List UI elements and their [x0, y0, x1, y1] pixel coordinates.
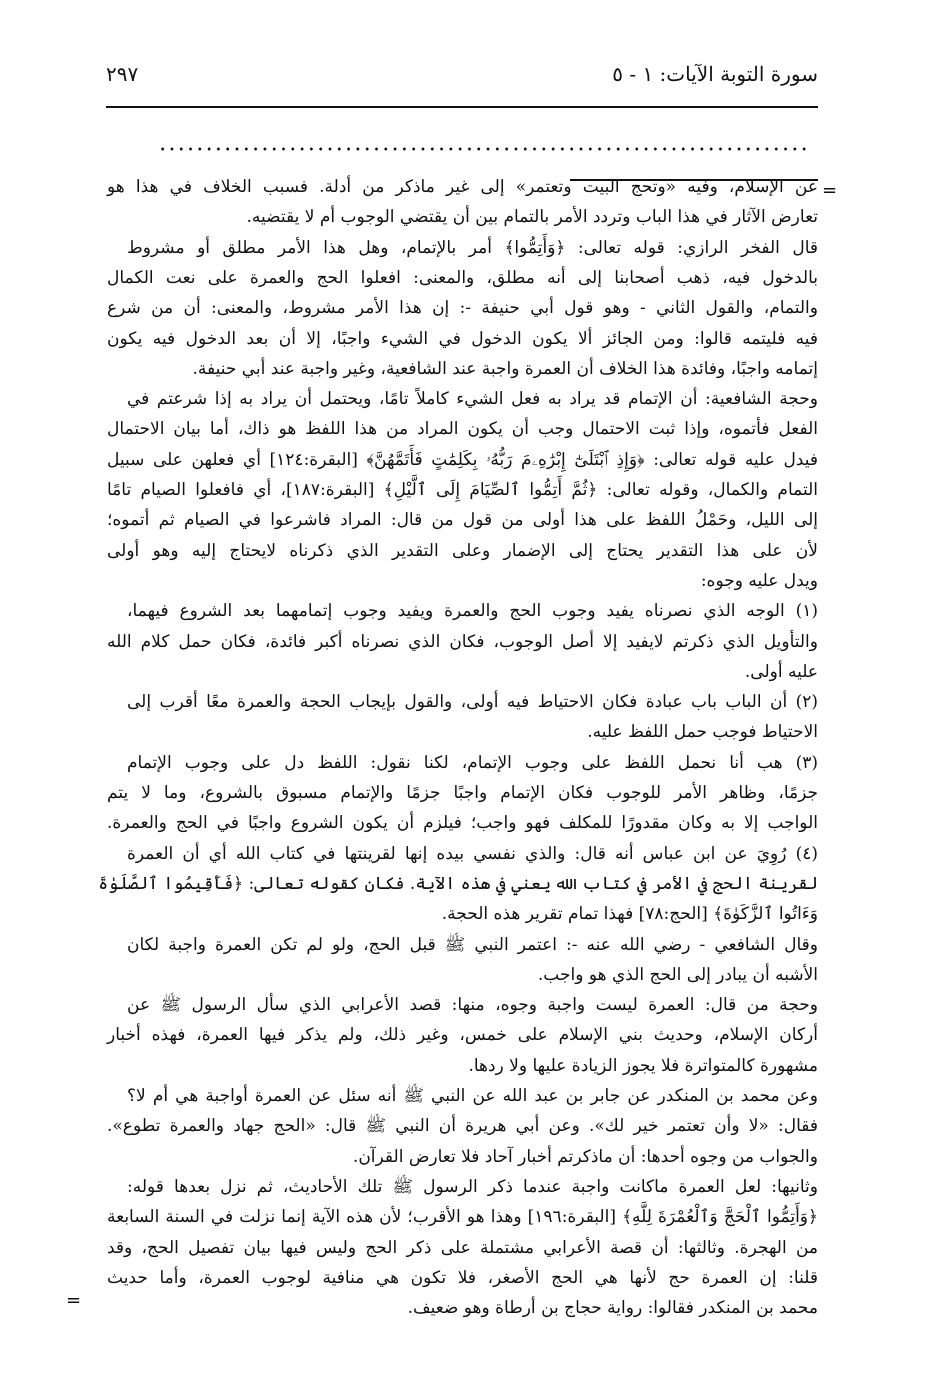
text-line: ويدل عليه وجوه:	[700, 570, 818, 591]
text-line: عن الإسلام، وفيه «وتحج البيت وتعتمر» إلى غير ماذكر من أدلة. فسبب الخلاف في هذا هو	[107, 177, 818, 197]
text-line: فيدل عليه قوله تعالى: ﴿وَإِذِ ٱبْتَلَىٰٓ إِبْرَٰهِۦمَ رَبُّهُۥ بِكَلِمَٰتٍ فَأَتَمَّهُنَّ﴾ [البقرة:١٢٤] أي فعلهن على سبيل	[107, 449, 818, 470]
text-line: الاحتياط فوجب حمل اللفظ عليه.	[587, 722, 818, 743]
text-line: وحجة من قال: العمرة ليست واجبة وجوه، منها: قصد الأعرابي الذي سأل الرسول ﷺ عن	[127, 995, 818, 1016]
text-line: التمام والكمال، وقوله تعالى: ﴿ثُمَّ أَتِمُّوا ٱلصِّيَامَ إِلَى ٱلَّيْلِ﴾ [البقرة:١٨٧]، أي فافعلوا الصيام تامًا	[107, 480, 818, 500]
text-line: الأشبه أن يبادر إلى الحج الذي هو واجب.	[537, 964, 818, 985]
text-line: وقال الشافعي - رضي الله عنه -: اعتمر النبي ﷺ قبل الحج، ولو لم تكن العمرة واجبة لكان	[127, 934, 818, 955]
text-line: مشهورة كالمتواترة فلا يجوز الزيادة عليها ولا ردها.	[468, 1055, 818, 1076]
page-number: ٢٩٧	[106, 62, 139, 86]
text-line: وعن محمد بن المنكدر عن جابر بن عبد الله عن النبي ﷺ أنه سئل عن العمرة أواجبة هي أم لا؟	[127, 1086, 818, 1106]
text-line: قال الفخر الرازي: قوله تعالى: ﴿وَأَتِمُّوا﴾ أمر بالإتمام، وهل هذا الأمر مطلق أو مشروط	[127, 237, 818, 258]
dotted-separator	[158, 146, 810, 152]
text-line: عليه أولى.	[744, 661, 818, 682]
text-line: لقرينة الحج في الأمر في كتاب الله يعني في هذه الآية. فكان كقوله تعالى: ﴿فَأَقِيمُوا ٱلصَّلَوٰةَ	[98, 873, 818, 894]
text-line: والتمام، والقول الثاني - وهو قول أبي حنيفة -: إن هذا الأمر مشروط، والمعنى: أن من شرع	[107, 298, 818, 319]
text-line: فقال: «لا وأن تعتمر خير لك». وعن أبي هريرة أن النبي ﷺ قال: «الحج جهاد والعمرة تطوع».	[107, 1116, 818, 1137]
text-line: (٤) رُوِيَ عن ابن عباس أنه قال: والذي نفسي بيده إنها لقرينتها في كتاب الله أي أن العمرة	[127, 843, 818, 864]
header-rule	[106, 106, 818, 108]
text-line: أركان الإسلام، وحديث بني الإسلام على خمس، وغير ذلك، ولم يذكر فيها العمرة، فهذه أخبار	[107, 1025, 818, 1046]
text-line: (٣) هب أنا نحمل اللفظ على وجوب الإتمام، لكنا نقول: اللفظ دل على وجوب الإتمام	[127, 752, 818, 773]
text-line: والتأويل الذي ذكرتم لايفيد إلا أصل الوجوب، فكان الذي نصرناه أكبر فائدة، فكان حمل كلام الله	[107, 631, 818, 652]
continuation-mark-bottom: =	[66, 1290, 82, 1311]
text-line: ﴿وَأَتِمُّوا ٱلْحَجَّ وَٱلْعُمْرَةَ لِلَّهِ﴾ [البقرة:١٩٦] وهذا هو الأقرب؛ لأن هذه الآية إنما نزلت في السنة السابعة	[107, 1207, 818, 1228]
text-line: إلى الليل، وحَمْلُ اللفظ على هذا أولى من قول من قال: المراد فاشرعوا في الصيام ثم أتموه؛	[107, 510, 818, 531]
text-line: من الهجرة. وثالثها: أن قصة الأعرابي مشتملة على ذكر الحج وليس فيها بيان تفصيل الحج، وقد	[107, 1237, 819, 1258]
text-line: جزمًا، وظاهر الأمر للوجوب فكان الإتمام واجبًا جزمًا والإتمام مسبوق بالشروع، وما لا يتم	[107, 783, 818, 803]
text-line: الفعل فأتموه، وإذا ثبت الاحتمال وجب أن يكون المراد من هذا اللفظ هو ذاك، أما بيان الاحتمال	[107, 419, 818, 440]
text-line: قلنا: إن العمرة حج لأنها هي الحج الأصغر، فلا تكون هي منافية لوجوب العمرة، وأما حديث	[107, 1267, 818, 1288]
text-line: محمد بن المنكدر فقالوا: رواية حجاج بن أرطاة وهو ضعيف.	[407, 1298, 818, 1319]
text-line: وثانيها: لعل العمرة ماكانت واجبة عندما ذكر الرسول ﷺ تلك الأحاديث، ثم نزل بعدها قوله:	[127, 1176, 818, 1197]
continuation-mark-top: =	[822, 180, 838, 201]
text-line: (٢) أن الباب باب عبادة فكان الاحتياط فيه أولى، والقول بإيجاب الحجة والعمرة معًا أقرب إلى	[127, 692, 818, 713]
text-line: تعارض الآثار في هذا الباب وتردد الأمر بالتمام بين أن يقتضي الوجوب أم لا يقتضيه.	[246, 207, 818, 228]
text-line: وحجة الشافعية: أن الإتمام قد يراد به فعل الشيء كاملاً تامًا، ويحتمل أن يراد به إذا شرعتم في	[127, 389, 818, 410]
text-line: إتمامه واجبًا، وفائدة هذا الخلاف أن العمرة واجبة عند الشافعية، وغير واجبة عند أبي حنيفة.	[192, 358, 818, 379]
text-line: فيه فليتمه قالوا: ومن الجائز ألا يكون الدخول في الشيء واجبًا، إلا أن بعد الدخول فيه يكون	[107, 328, 818, 349]
chapter-title: سورة التوبة الآيات: ١ - ٥	[612, 62, 818, 86]
text-line: وَءَاتُوا ٱلزَّكَوٰةَ﴾ [الحج:٧٨] فهذا تمام تقرير هذه الحجة.	[441, 904, 818, 925]
text-line: الواجب إلا به وكان مقدورًا للمكلف فهو واجب؛ فيلزم أن يكون الشروع واجبًا في الحج والعمرة.	[107, 813, 818, 834]
text-line: لأن على هذا التقدير يحتاج إلى الإضمار وعلى التقدير الذي ذكرناه لايحتاج إليه وهو أولى	[107, 540, 818, 561]
text-line: والجواب من وجوه أحدها: أن ماذكرتم أخبار آحاد فلا تعارض القرآن.	[352, 1146, 818, 1167]
text-line: بالدخول فيه، ذهب أصحابنا إلى أنه مطلق، والمعنى: افعلوا الحج والعمرة على نعت الكمال	[107, 267, 818, 288]
text-line: (١) الوجه الذي نصرناه يفيد وجوب الحج والعمرة ويفيد وجوب إتمامهما بعد الشروع فيهما،	[127, 601, 818, 622]
